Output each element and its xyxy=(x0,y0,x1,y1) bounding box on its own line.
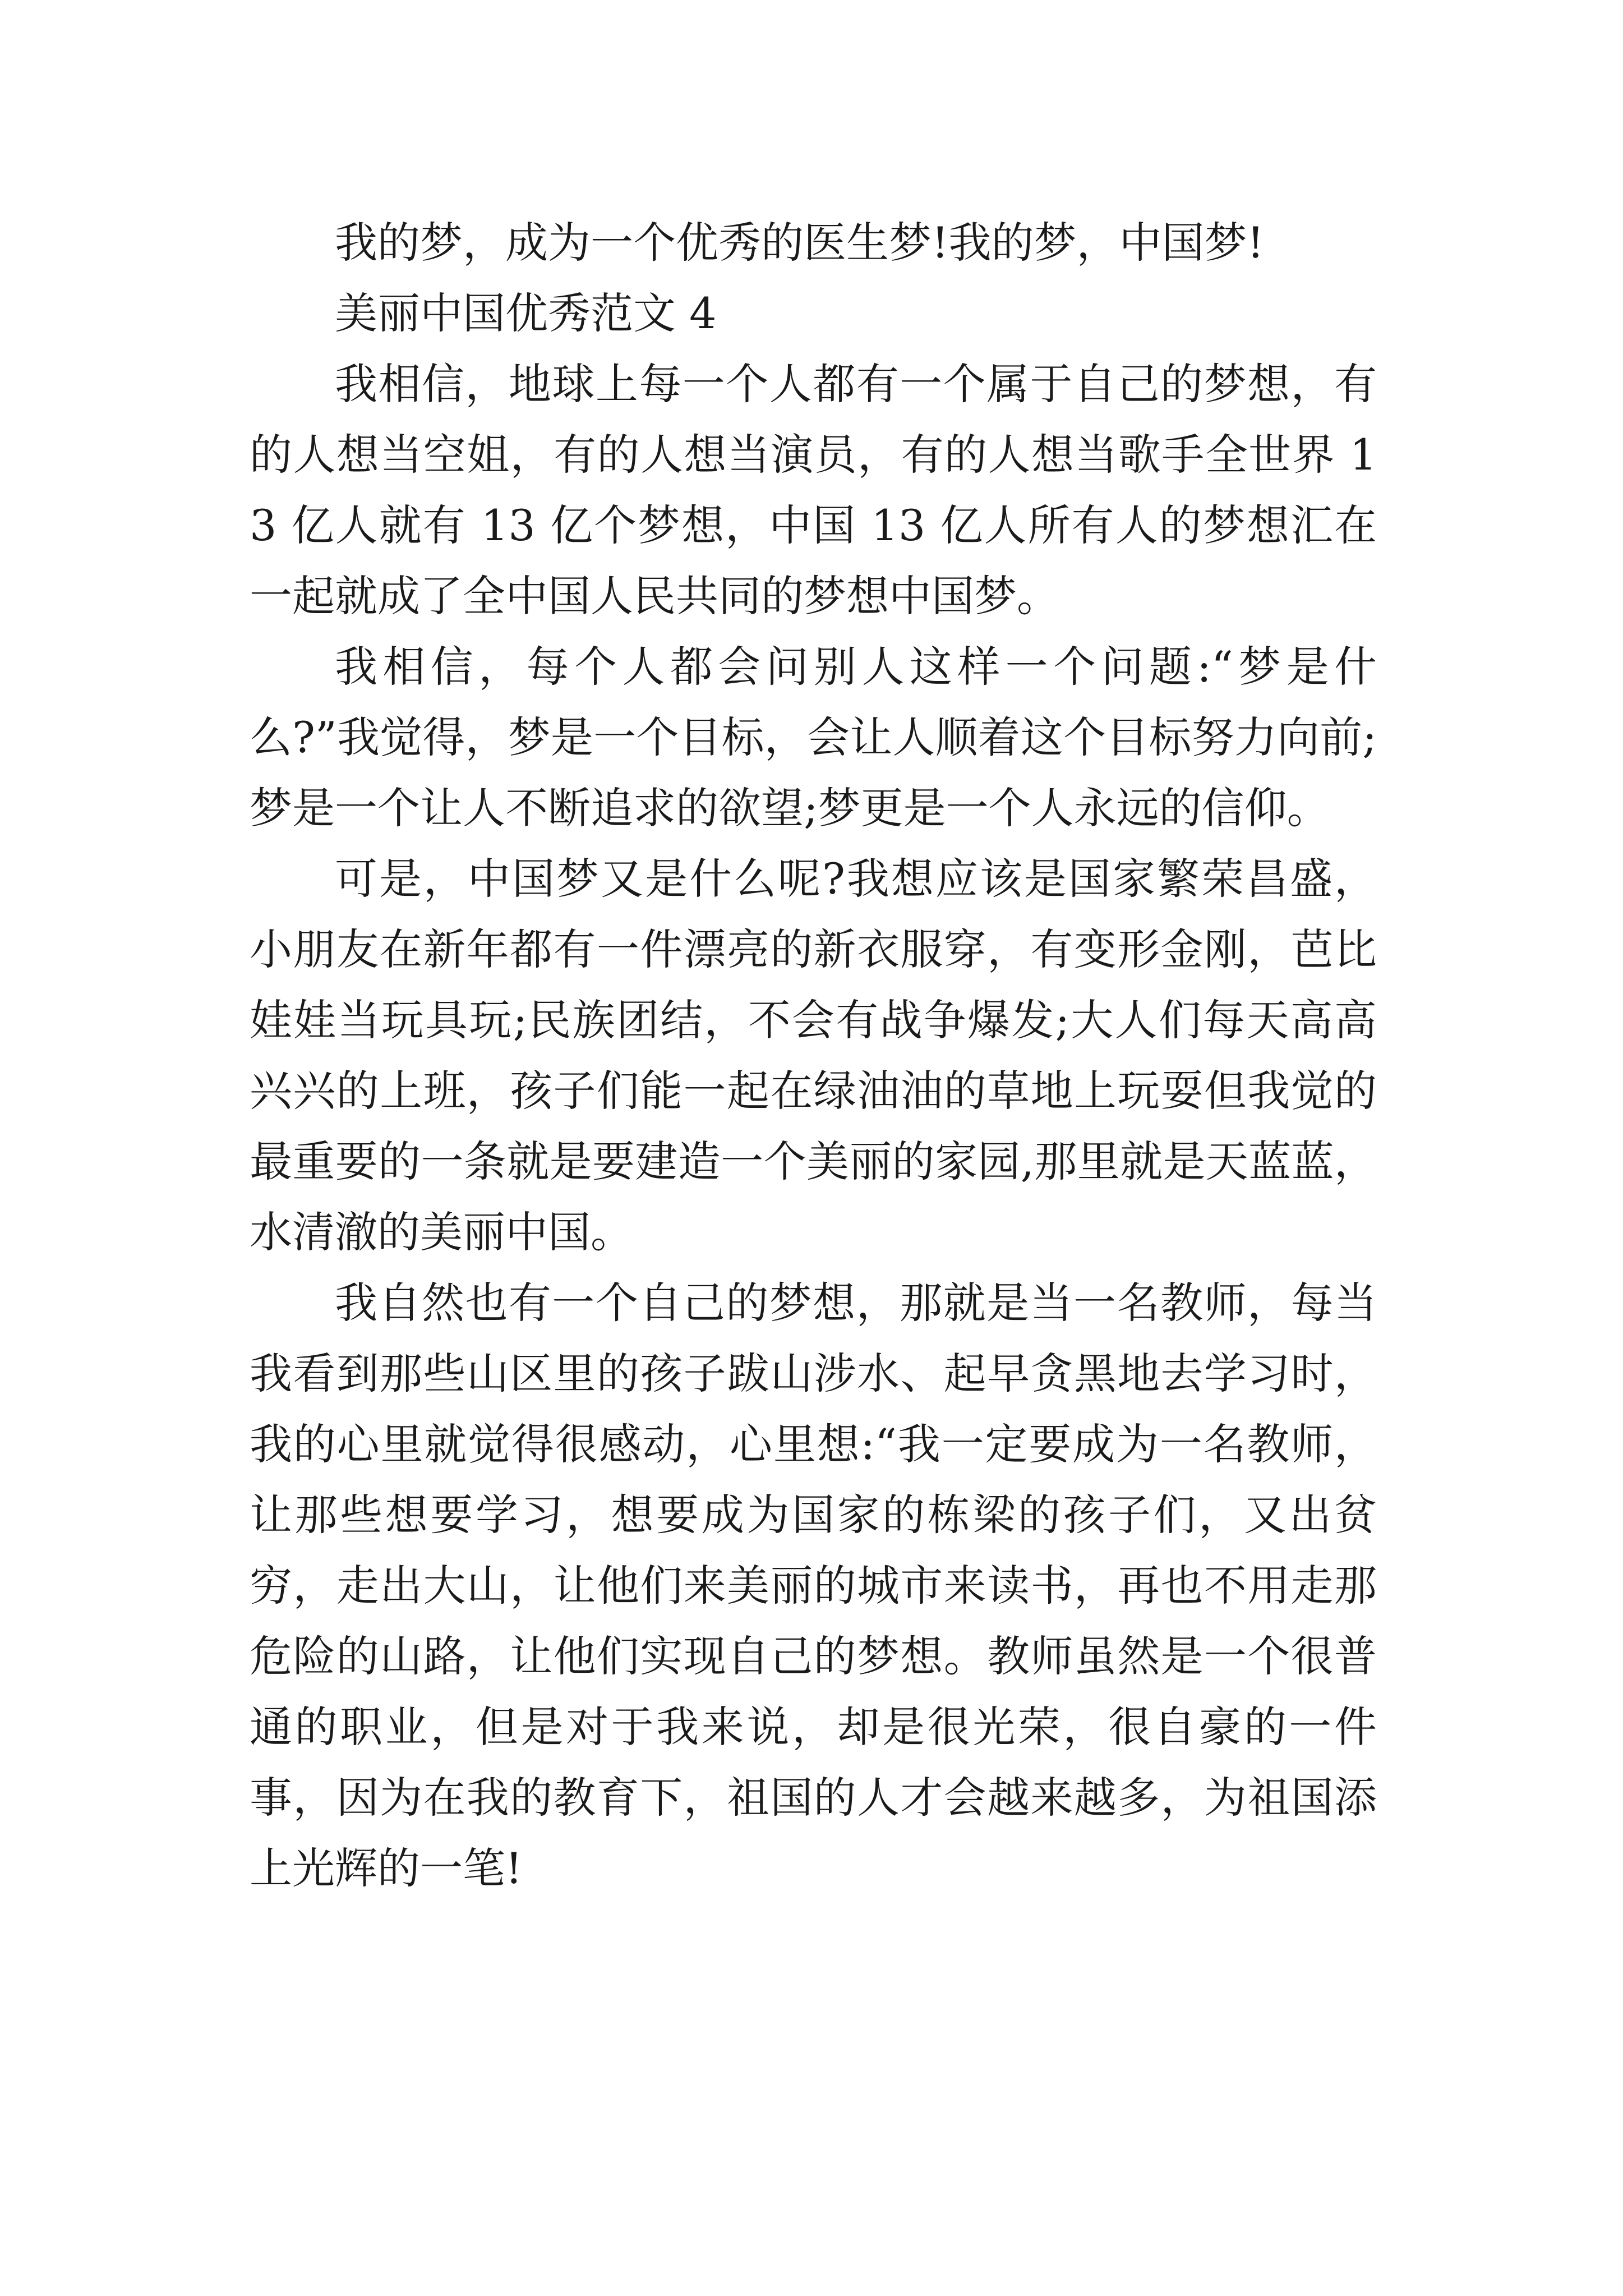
paragraph-doctor-dream: 我的梦，成为一个优秀的医生梦!我的梦，中国梦! xyxy=(335,218,1265,268)
document-body xyxy=(250,208,1377,1904)
paragraph-china-dream: 可是，中国梦又是什么呢?我想应该是国家繁荣昌盛，小朋友在新年都有一件漂亮的新衣服穿，有变形金刚，芭比娃娃当玩具玩;民族团结，不会有战争爆发;大人们每天高高兴兴的上班，孩子们能一起在绿油油的草地上玩耍但我觉的最重要的一条就是要建造一个美丽的家园,那里就是天蓝蓝，水清澈的美丽中国。 xyxy=(250,854,1377,1257)
paragraph-what-is-dream: 我相信，每个人都会问别人这样一个问题:“梦是什么?”我觉得，梦是一个目标，会让人顺着这个目标努力向前;梦是一个让人不断追求的欲望;梦更是一个人永远的信仰。 xyxy=(250,642,1377,833)
paragraph-teacher-dream: 我自然也有一个自己的梦想，那就是当一名教师，每当我看到那些山区里的孩子跋山涉水、起早贪黑地去学习时，我的心里就觉得很感动，心里想:“我一定要成为一名教师，让那些想要学习，想要成为国家的栋梁的孩子们，又出贫穷，走出大山，让他们来美丽的城市来读书，再也不用走那危险的山路，让他们实现自己的梦想。教师虽然是一个很普通的职业，但是对于我来说，却是很光荣，很自豪的一件事，因为在我的教育下，祖国的人才会越来越多，为祖国添上光辉的一笔! xyxy=(250,1278,1377,1893)
section-heading: 美丽中国优秀范文 4 xyxy=(335,288,717,338)
paragraph-everyone-dream: 我相信，地球上每一个人都有一个属于自己的梦想，有的人想当空姐，有的人想当演员，有的人想当歌手全世界 13 亿人就有 13 亿个梦想，中国 13 亿人所有人的梦想汇在一起就成了全中国人民共同的梦想中国梦。 xyxy=(250,359,1377,621)
